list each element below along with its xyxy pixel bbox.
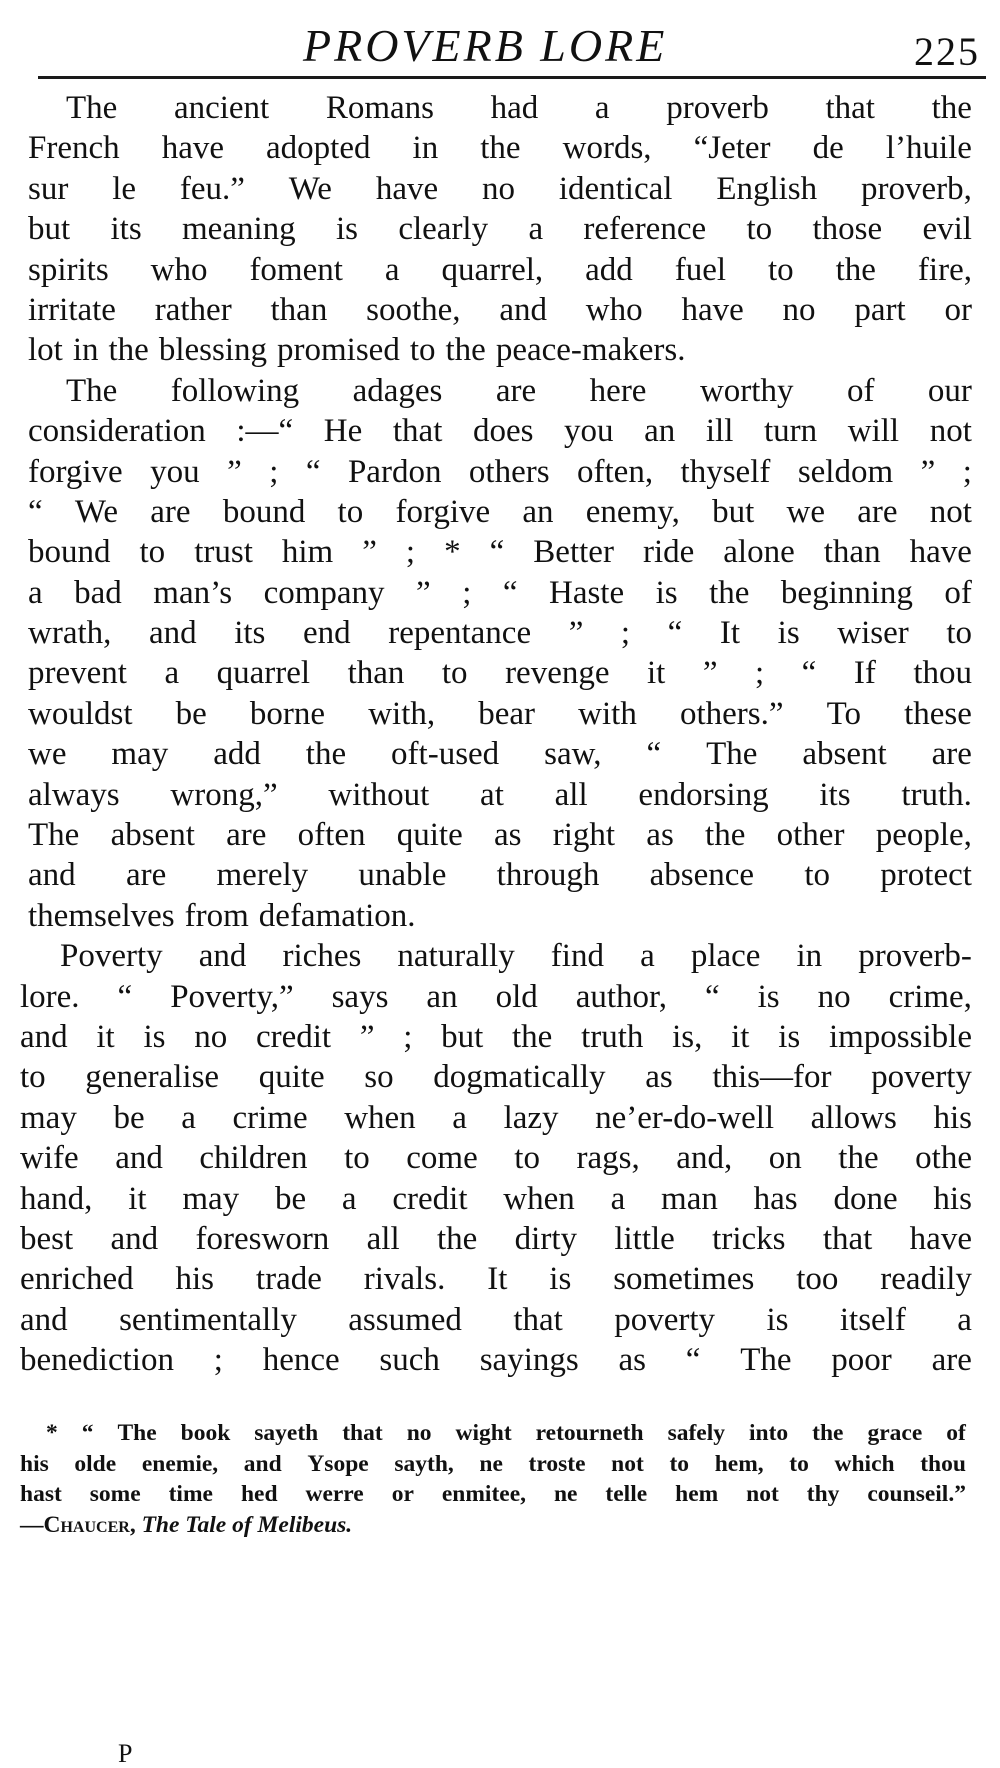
text-line: forgive you ” ; “ Pardon others often, thyself seldom ” ; <box>28 453 972 490</box>
text-line: wife and children to come to rags, and, on the othe <box>20 1140 972 1177</box>
text-line: a bad man’s company ” ; “ Haste is the beginning of <box>28 574 972 611</box>
text-line: irritate rather than soothe, and who have no part or <box>28 291 972 328</box>
text-line: and sentimentally assumed that poverty is itself a <box>20 1301 972 1338</box>
body-text <box>20 88 972 1381</box>
attribution-author: Chaucer <box>43 1511 130 1538</box>
text-line: French have adopted in the words, “Jeter de l’huile <box>28 130 972 167</box>
text-line: hand, it may be a credit when a man has done his <box>20 1180 972 1217</box>
text-line: sur le feu.” We have no identical English proverb, <box>28 170 972 207</box>
footnote-line: * “ The book sayeth that no wight retourneth safely into the grace of <box>46 1420 966 1446</box>
text-line: but its meaning is clearly a reference to those evil <box>28 211 972 248</box>
text-line: The following adages are here worthy of our <box>66 372 972 409</box>
text-line: and are merely unable through absence to protect <box>28 857 972 894</box>
page-number: 225 <box>914 29 980 74</box>
text-line: wouldst be borne with, bear with others.” To these <box>28 695 972 732</box>
running-title: PROVERB LORE <box>303 20 668 71</box>
running-head <box>38 12 988 82</box>
footnote-line: his olde enemie, and Ysope sayth, ne troste not to hem, to which thou <box>20 1450 966 1477</box>
text-line: The ancient Romans had a proverb that the <box>66 90 972 126</box>
footnote <box>20 1418 966 1540</box>
attribution-work: The Tale of Melibeus. <box>141 1511 353 1538</box>
text-line: The absent are often quite as right as the other people, <box>28 817 972 854</box>
text-line: may be a crime when a lazy ne’er-do-well allows his <box>20 1099 972 1136</box>
attribution-dash: — <box>20 1511 44 1538</box>
text-line: Poverty and riches naturally find a place in proverb- <box>60 938 972 975</box>
text-line: we may add the oft-used saw, “ The absent are <box>28 736 972 773</box>
text-line: and it is no credit ” ; but the truth is, it is impossible <box>20 1018 972 1055</box>
signature-mark: P <box>118 1739 133 1768</box>
header-rule <box>38 76 986 79</box>
text-line: consideration :—“ He that does you an ill turn will not <box>28 413 972 450</box>
text-line: themselves from defamation. <box>28 897 416 934</box>
text-line: enriched his trade rivals. It is sometimes too readily <box>20 1261 972 1298</box>
text-line: wrath, and its end repentance ” ; “ It is wiser to <box>28 615 972 652</box>
text-line: always wrong,” without at all endorsing its truth. <box>28 776 972 813</box>
text-line: bound to trust him ” ; * “ Better ride alone than have <box>28 534 972 571</box>
text-line: to generalise quite so dogmatically as this—for poverty <box>20 1059 972 1096</box>
footnote-attribution: —Chaucer, The Tale of Melibeus. <box>20 1511 353 1538</box>
text-line: best and foresworn all the dirty little tricks that have <box>20 1220 972 1257</box>
text-line: “ We are bound to forgive an enemy, but we are not <box>28 493 972 530</box>
footnote-line: hast some time hed werre or enmitee, ne telle hem not thy counseil.” <box>20 1481 966 1507</box>
text-line: lore. “ Poverty,” says an old author, “ is no crime, <box>20 978 972 1015</box>
text-line: spirits who foment a quarrel, add fuel to the fire, <box>28 251 972 288</box>
text-line: prevent a quarrel than to revenge it ” ; “ If thou <box>28 655 972 692</box>
text-line: benediction ; hence such sayings as “ The poor are <box>20 1342 972 1379</box>
text-line: lot in the blessing promised to the peace-makers. <box>28 332 686 369</box>
